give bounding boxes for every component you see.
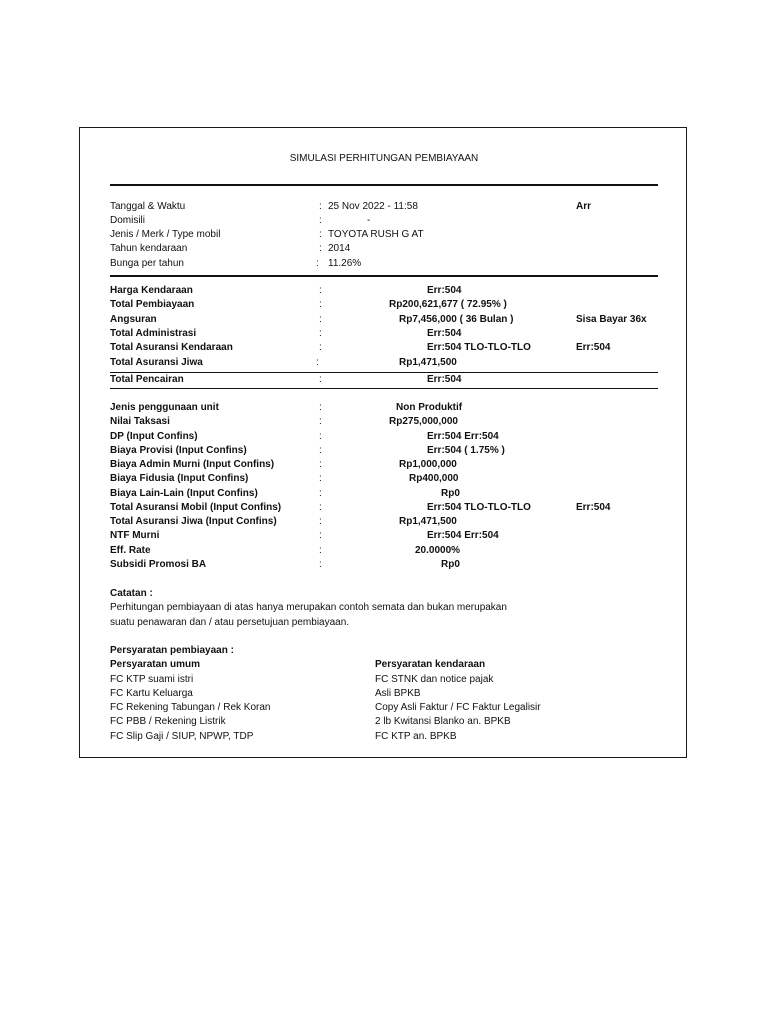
row-value-asuransi-jiwa: Rp1,471,500	[399, 357, 457, 368]
row-label-harga: Harga Kendaraan	[110, 285, 193, 296]
persyaratan-kendaraan-item: Asli BPKB	[375, 688, 421, 699]
row-label-biaya-fidusia: Biaya Fidusia (Input Confins)	[110, 473, 249, 484]
row-colon: :	[319, 314, 322, 325]
row-label-jenis-mobil: Jenis / Merk / Type mobil	[110, 229, 221, 240]
row-value-domisili: -	[367, 215, 371, 226]
row-value-eff-rate: 20.0000%	[415, 545, 461, 556]
row-value-asuransi-kendaraan: Err:504 TLO-TLO-TLO	[427, 342, 531, 353]
row-label-total-pencairan: Total Pencairan	[110, 374, 184, 385]
row-value-tanggal: 25 Nov 2022 - 11:58	[328, 201, 418, 212]
row-colon: :	[319, 445, 322, 456]
row-colon: :	[319, 473, 322, 484]
row-label-subsidi: Subsidi Promosi BA	[110, 559, 207, 570]
title-divider	[110, 184, 658, 186]
row-colon: :	[316, 357, 319, 368]
row-value-dp: Err:504 Err:504	[427, 431, 499, 442]
row-colon: :	[319, 328, 322, 339]
persyaratan-umum-item: FC Kartu Keluarga	[110, 688, 193, 699]
row-colon: :	[319, 342, 322, 353]
row-label-nilai-taksasi: Nilai Taksasi	[110, 416, 170, 427]
row-extra-angsuran: Sisa Bayar 36x	[576, 314, 647, 325]
row-value-angsuran: Rp7,456,000 ( 36 Bulan )	[399, 314, 514, 325]
row-colon: :	[319, 374, 322, 385]
row-colon: :	[319, 243, 322, 254]
row-value-biaya-lain: Rp0	[441, 488, 460, 499]
row-colon: :	[319, 516, 322, 527]
row-label-domisili: Domisili	[110, 215, 145, 226]
row-label-angsuran: Angsuran	[110, 314, 157, 325]
row-colon: :	[319, 488, 322, 499]
row-extra-asuransi-mobil: Err:504	[576, 502, 611, 513]
row-label-asuransi-mobil: Total Asuransi Mobil (Input Confins)	[110, 502, 282, 513]
row-colon: :	[319, 459, 322, 470]
row-colon: :	[319, 402, 322, 413]
persyaratan-umum-item: FC KTP suami istri	[110, 674, 194, 685]
row-colon: :	[319, 502, 322, 513]
row-value-total-administrasi: Err:504	[427, 328, 462, 339]
row-value-jenis-mobil: TOYOTA RUSH G AT	[328, 229, 424, 240]
row-label-total-pembiayaan: Total Pembiayaan	[110, 299, 195, 310]
persyaratan-umum-item: FC PBB / Rekening Listrik	[110, 716, 226, 727]
row-colon: :	[319, 559, 322, 570]
row-label-biaya-lain: Biaya Lain-Lain (Input Confins)	[110, 488, 258, 499]
row-colon: :	[316, 258, 319, 269]
row-label-biaya-provisi: Biaya Provisi (Input Confins)	[110, 445, 247, 456]
persyaratan-kendaraan-heading: Persyaratan kendaraan	[375, 659, 486, 670]
document-title: SIMULASI PERHITUNGAN PEMBIAYAAN	[289, 153, 479, 164]
row-label-asuransi-jiwa: Total Asuransi Jiwa	[110, 357, 203, 368]
row-colon: :	[319, 215, 322, 226]
row-colon: :	[319, 285, 322, 296]
row-label-asuransi-kendaraan: Total Asuransi Kendaraan	[110, 342, 233, 353]
persyaratan-heading: Persyaratan pembiayaan :	[110, 645, 234, 656]
persyaratan-umum-item: FC Slip Gaji / SIUP, NPWP, TDP	[110, 731, 254, 742]
row-value-biaya-fidusia: Rp400,000	[409, 473, 459, 484]
persyaratan-kendaraan-item: Copy Asli Faktur / FC Faktur Legalisir	[375, 702, 541, 713]
header-divider	[110, 275, 658, 277]
row-label-jenis-penggunaan: Jenis penggunaan unit	[110, 402, 219, 413]
row-label-bunga: Bunga per tahun	[110, 258, 184, 269]
row-label-ntf-murni: NTF Murni	[110, 530, 160, 541]
row-extra-tanggal: Arr	[576, 201, 592, 212]
row-label-tanggal: Tanggal & Waktu	[110, 201, 186, 212]
row-value-jenis-penggunaan: Non Produktif	[396, 402, 463, 413]
catatan-line: suatu penawaran dan / atau persetujuan pembiayaan.	[110, 617, 350, 628]
row-colon: :	[319, 416, 322, 427]
row-label-tahun: Tahun kendaraan	[110, 243, 188, 254]
persyaratan-kendaraan-item: 2 lb Kwitansi Blanko an. BPKB	[375, 716, 511, 727]
row-value-subsidi: Rp0	[441, 559, 460, 570]
row-value-tahun: 2014	[328, 243, 351, 254]
pencairan-top-divider	[110, 372, 658, 373]
row-colon: :	[319, 229, 322, 240]
row-value-biaya-provisi: Err:504 ( 1.75% )	[427, 445, 505, 456]
row-label-biaya-admin: Biaya Admin Murni (Input Confins)	[110, 459, 275, 470]
row-colon: :	[319, 201, 322, 212]
row-label-asuransi-jiwa-confins: Total Asuransi Jiwa (Input Confins)	[110, 516, 277, 527]
row-value-asuransi-jiwa-confins: Rp1,471,500	[399, 516, 457, 527]
row-value-biaya-admin: Rp1,000,000	[399, 459, 457, 470]
row-value-total-pembiayaan: Rp200,621,677 ( 72.95% )	[389, 299, 507, 310]
row-label-dp: DP (Input Confins)	[110, 431, 198, 442]
row-label-total-administrasi: Total Administrasi	[110, 328, 197, 339]
persyaratan-kendaraan-item: FC STNK dan notice pajak	[375, 674, 494, 685]
row-label-eff-rate: Eff. Rate	[110, 545, 151, 556]
row-value-ntf-murni: Err:504 Err:504	[427, 530, 499, 541]
row-value-harga: Err:504	[427, 285, 462, 296]
row-extra-asuransi-kendaraan: Err:504	[576, 342, 611, 353]
row-value-asuransi-mobil: Err:504 TLO-TLO-TLO	[427, 502, 531, 513]
row-colon: :	[319, 431, 322, 442]
catatan-line: Perhitungan pembiayaan di atas hanya merupakan contoh semata dan bukan merupakan	[110, 602, 507, 613]
persyaratan-umum-item: FC Rekening Tabungan / Rek Koran	[110, 702, 271, 713]
persyaratan-umum-heading: Persyaratan umum	[110, 659, 201, 670]
persyaratan-kendaraan-item: FC KTP an. BPKB	[375, 731, 457, 742]
pencairan-bottom-divider	[110, 388, 658, 389]
row-colon: :	[319, 299, 322, 310]
row-colon: :	[319, 545, 322, 556]
catatan-heading: Catatan :	[110, 588, 153, 599]
row-value-bunga: 11.26%	[328, 258, 362, 269]
row-value-total-pencairan: Err:504	[427, 374, 462, 385]
row-value-nilai-taksasi: Rp275,000,000	[389, 416, 458, 427]
row-colon: :	[319, 530, 322, 541]
